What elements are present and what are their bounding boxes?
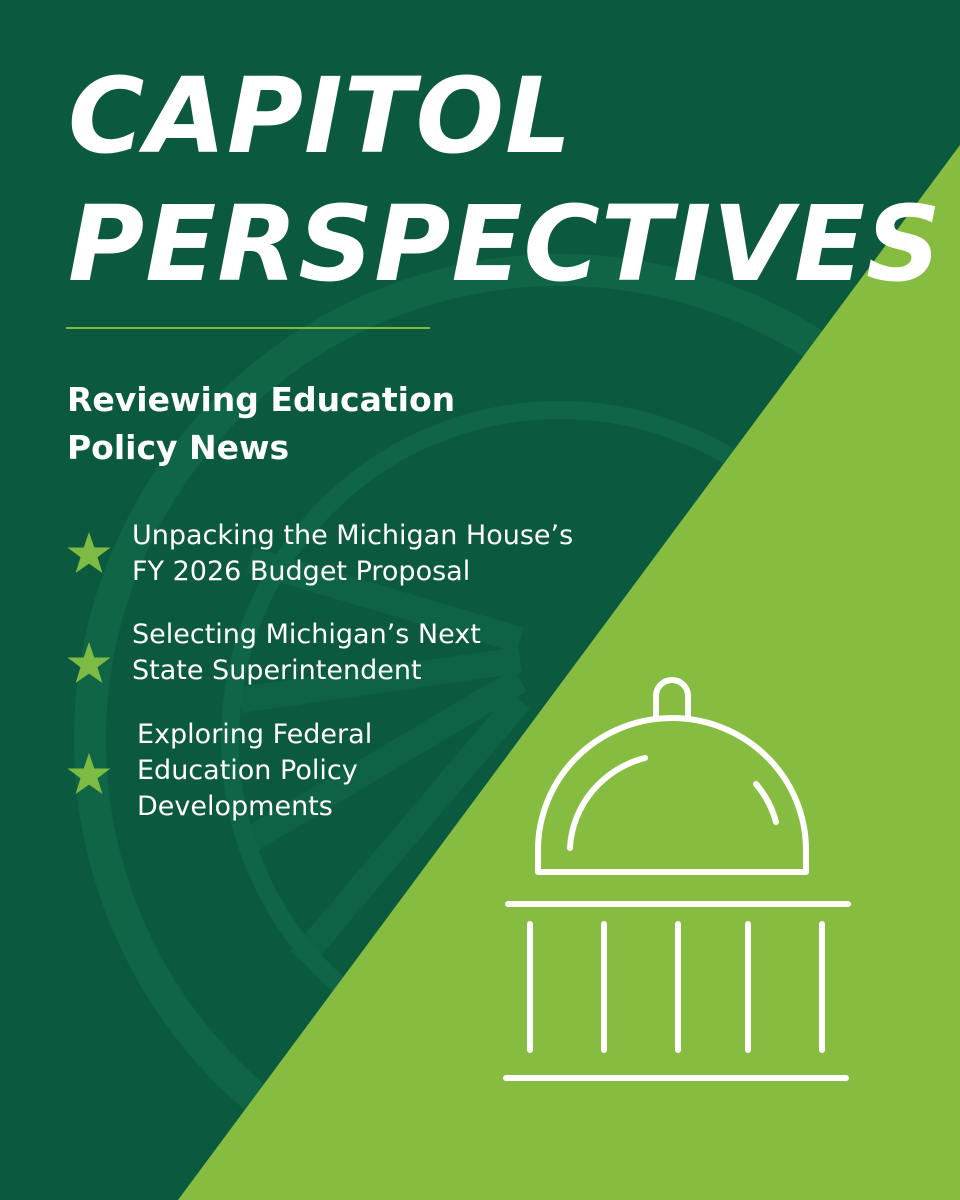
list-item-line: Unpacking the Michigan House’s (132, 520, 574, 551)
subtitle-line-1: Reviewing Education (67, 380, 456, 419)
list-item-line: Exploring Federal (137, 719, 373, 750)
star-icon (66, 530, 112, 576)
title-line-1: CAPITOL (68, 55, 573, 177)
title-line-2: PERSPECTIVES (68, 183, 942, 305)
star-icon (66, 640, 112, 686)
list-item-text (137, 717, 372, 825)
list-item-line: State Superintendent (132, 655, 422, 686)
subtitle (67, 376, 547, 472)
list-item-line: Developments (137, 791, 333, 822)
list-item-text (132, 617, 481, 689)
list-item-text (132, 518, 573, 590)
capitol-building-icon (500, 676, 860, 1086)
star-icon (66, 751, 112, 797)
list-item-line: Selecting Michigan’s Next (132, 619, 481, 650)
title-divider (66, 327, 430, 329)
list-item-line: Education Policy (137, 755, 358, 786)
page-title (68, 52, 942, 308)
subtitle-line-2: Policy News (67, 428, 290, 467)
list-item-line: FY 2026 Budget Proposal (132, 556, 471, 587)
